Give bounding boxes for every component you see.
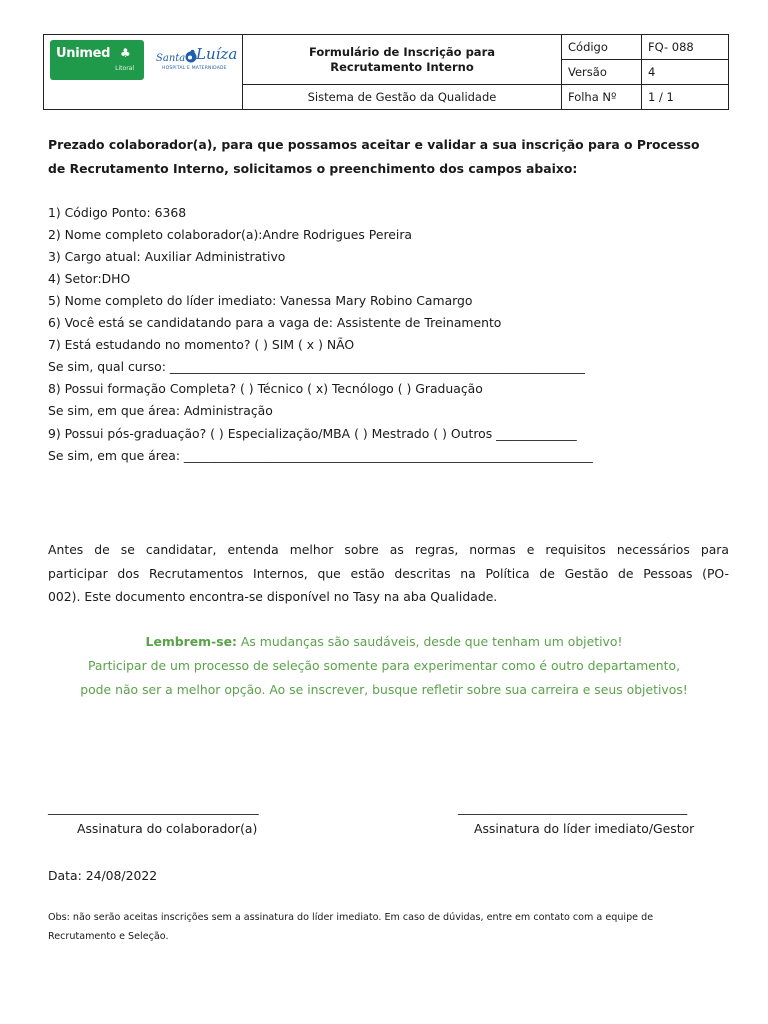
- field-education-area: Se sim, em que área: Administração: [48, 403, 273, 418]
- field-current-role: 3) Cargo atual: Auxiliar Administrativo: [48, 249, 286, 264]
- intro-line-1: Prezado colaborador(a), para que possamos aceitar e validar a sua inscrição para o Processo: [48, 137, 700, 152]
- field-target-position: 6) Você está se candidatando para a vaga de: Assistente de Treinamento: [48, 315, 502, 330]
- obs-line-2: Recrutamento e Seleção.: [48, 931, 169, 942]
- form-date: Data: 24/08/2022: [48, 868, 158, 883]
- field-education: 8) Possui formação Completa? ( ) Técnico ( x) Tecnólogo ( ) Graduação: [48, 381, 483, 396]
- reminder-label: Lembrem-se:: [145, 634, 237, 649]
- field-leader-name: 5) Nome completo do líder imediato: Vanessa Mary Robino Camargo: [48, 293, 473, 308]
- unimed-tree-icon: ♣: [120, 46, 131, 60]
- form-title: Formulário de Inscrição para Recrutamento Interno: [243, 35, 562, 85]
- reminder-line-3: pode não ser a melhor opção. Ao se inscrever, busque refletir sobre sua carreira e seus objetivos!: [80, 682, 688, 697]
- field-studying: 7) Está estudando no momento? ( ) SIM ( x ) NÃO: [48, 337, 355, 352]
- obs-line-1: Obs: não serão aceitas inscrições sem a assinatura do líder imediato. Em caso de dúvidas, entre em contato com a equipe de: [48, 912, 654, 923]
- leader-signature-label: Assinatura do líder imediato/Gestor: [474, 821, 695, 836]
- sheet-value: 1 / 1: [642, 85, 729, 110]
- reminder-line-1: Lembrem-se: As mudanças são saudáveis, desde que tenham um objetivo!: [145, 634, 623, 649]
- intro-line-2: de Recrutamento Interno, solicitamos o preenchimento dos campos abaixo:: [48, 161, 578, 176]
- employee-signature-label: Assinatura do colaborador(a): [77, 821, 258, 836]
- field-postgraduate-area: Se sim, em que área: __________________________________________________________________: [48, 448, 593, 463]
- notice-line-3: 002). Este documento encontra-se disponível no Tasy na aba Qualidade.: [48, 589, 498, 604]
- version-label: Versão: [562, 60, 642, 85]
- code-value: FQ- 088: [642, 35, 729, 60]
- field-employee-code: 1) Código Ponto: 6368: [48, 205, 187, 220]
- quality-system-label: Sistema de Gestão da Qualidade: [243, 85, 562, 110]
- leader-signature-line: _____________________________________: [458, 800, 688, 815]
- code-label: Código: [562, 35, 642, 60]
- sheet-label: Folha Nº: [562, 85, 642, 110]
- field-employee-name: 2) Nome completo colaborador(a):Andre Rodrigues Pereira: [48, 227, 413, 242]
- unimed-logo: Unimed ♣ Litoral: [50, 40, 144, 80]
- employee-signature-line: __________________________________: [48, 800, 259, 815]
- version-value: 4: [642, 60, 729, 85]
- logo-area: [44, 35, 243, 110]
- notice-line-1: Antes de se candidatar, entenda melhor sobre as regras, normas e requisitos necessários para: [48, 542, 729, 557]
- field-postgraduate: 9) Possui pós-graduação? ( ) Especialização/MBA ( ) Mestrado ( ) Outros _____________: [48, 426, 577, 441]
- document-header: [43, 34, 729, 110]
- santa-luiza-logo: Santa Luíza HOSPITAL E MATERNIDADE: [156, 45, 238, 71]
- notice-line-2: participar dos Recrutamentos Internos, que estão descritas na Política de Gestão de Pessoas (PO-: [48, 566, 729, 581]
- field-course: Se sim, qual curso: ___________________________________________________________________: [48, 359, 585, 374]
- field-department: 4) Setor:DHO: [48, 271, 131, 286]
- reminder-line-2: Participar de um processo de seleção somente para experimentar como é outro departamento,: [87, 658, 681, 673]
